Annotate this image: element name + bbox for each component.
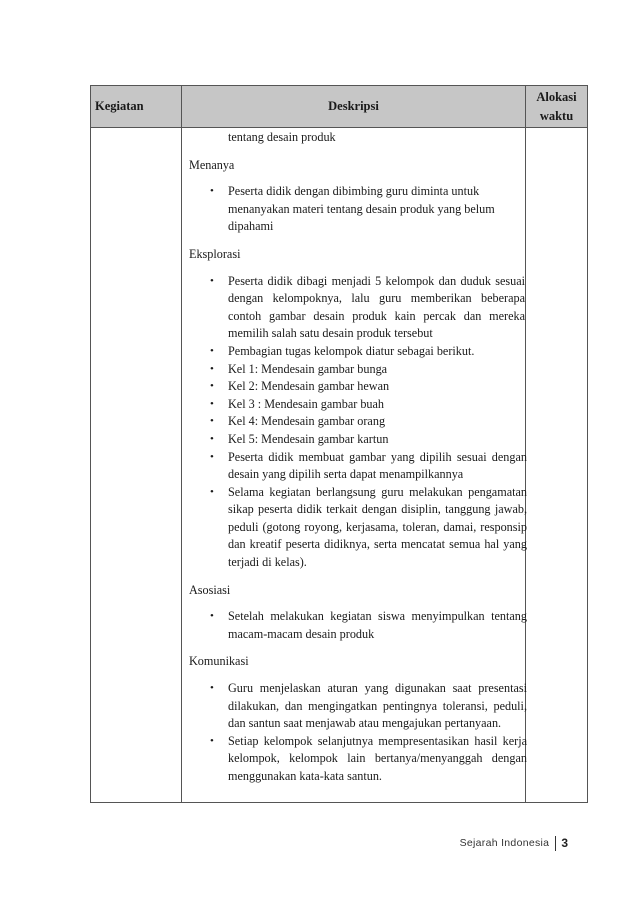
- bullet-icon: •: [210, 415, 214, 428]
- deskripsi-cell: [189, 128, 527, 786]
- list-item: • Peserta didik dengan dibimbing guru diminta untuk menanyakan materi tentang desain produk yang belum dipahami: [210, 184, 495, 234]
- section-eksplorasi: [189, 246, 527, 572]
- header-alokasi-waktu: [526, 86, 587, 127]
- bullet-icon: •: [210, 344, 214, 357]
- section-komunikasi: [189, 653, 527, 785]
- eksplorasi-list: [189, 273, 527, 572]
- list-item: • Peserta didik dibagi menjadi 5 kelompok dan duduk sesuai dengan kelompoknya, lalu guru memberikan beberapa contoh gambar desain produk kain percak dan mereka memilih salah satu desain produk tersebut: [210, 273, 525, 341]
- page-footer: [460, 834, 568, 852]
- section-title-komunikasi: Komunikasi: [189, 654, 249, 669]
- bullet-icon: •: [210, 274, 214, 287]
- bullet-icon: •: [210, 185, 214, 198]
- footer-book-title: Sejarah Indonesia: [459, 837, 550, 849]
- bullet-icon: •: [210, 432, 214, 445]
- list-item: • Kel 1: Mendesain gambar bunga: [189, 361, 527, 379]
- bullet-icon: •: [210, 362, 214, 375]
- bullet-icon: •: [210, 610, 214, 623]
- bullet-icon: •: [210, 485, 214, 498]
- list-item: • Setiap kelompok selanjutnya mempresentasikan hasil kerja kelompok, kelompok lain bertanya/menyanggah dengan menggunakan kata-kata santun.: [210, 733, 527, 783]
- lesson-activity-table: [90, 85, 588, 803]
- list-item: • Kel 4: Mendesain gambar orang: [189, 413, 527, 431]
- list-item: • Setelah melakukan kegiatan siswa menyimpulkan tentang macam-macam desain produk: [210, 609, 527, 641]
- section-title-asosiasi: Asosiasi: [189, 582, 231, 597]
- section-asosiasi: [189, 582, 527, 644]
- header-kegiatan: Kegiatan: [95, 99, 144, 113]
- komunikasi-list: [189, 680, 527, 786]
- header-alokasi-line2: waktu: [539, 108, 574, 123]
- list-item: • Peserta didik membuat gambar yang dipilih sesuai dengan desain yang dipilih serta dapat menampilkannya: [210, 449, 527, 482]
- section-title-menanya: Menanya: [189, 157, 235, 172]
- bullet-icon: •: [210, 397, 214, 410]
- header-alokasi-line1: Alokasi: [536, 89, 577, 104]
- section-title-eksplorasi: Eksplorasi: [189, 246, 241, 261]
- table-header-row: [91, 86, 587, 128]
- column-divider-kegiatan: [181, 86, 182, 802]
- footer-divider: [555, 836, 556, 851]
- asosiasi-list: [189, 608, 527, 643]
- bullet-icon: •: [210, 682, 214, 695]
- bullet-icon: •: [210, 380, 214, 393]
- continuation-text: tentang desain produk: [228, 130, 336, 144]
- list-item: • Guru menjelaskan aturan yang digunakan saat presentasi dilakukan, dan mengingatkan pentingnya toleransi, peduli, dan santun saat menjawab atau mengajukan pertanyaan.: [210, 681, 527, 731]
- menanya-list: [189, 183, 527, 236]
- list-item: • Selama kegiatan berlangsung guru melakukan pengamatan sikap peserta didik terkait dengan disiplin, tanggung jawab, peduli (gotong royong, kerjasama, toleran, damai, responsip dan kreatif peserta didiknya, serta mencatat semua hal yang terjadi di kelas).: [210, 484, 527, 570]
- list-item: • Kel 3 : Mendesain gambar buah: [189, 396, 527, 414]
- list-item: • Kel 2: Mendesain gambar hewan: [189, 378, 527, 396]
- bullet-icon: •: [210, 450, 214, 463]
- bullet-icon: •: [210, 734, 214, 747]
- list-item: • Pembagian tugas kelompok diatur sebagai berikut.: [189, 343, 527, 361]
- section-menanya: [189, 157, 527, 236]
- header-deskripsi: Deskripsi: [328, 99, 379, 113]
- page-number: 3: [561, 836, 568, 850]
- list-item: • Kel 5: Mendesain gambar kartun: [189, 431, 527, 449]
